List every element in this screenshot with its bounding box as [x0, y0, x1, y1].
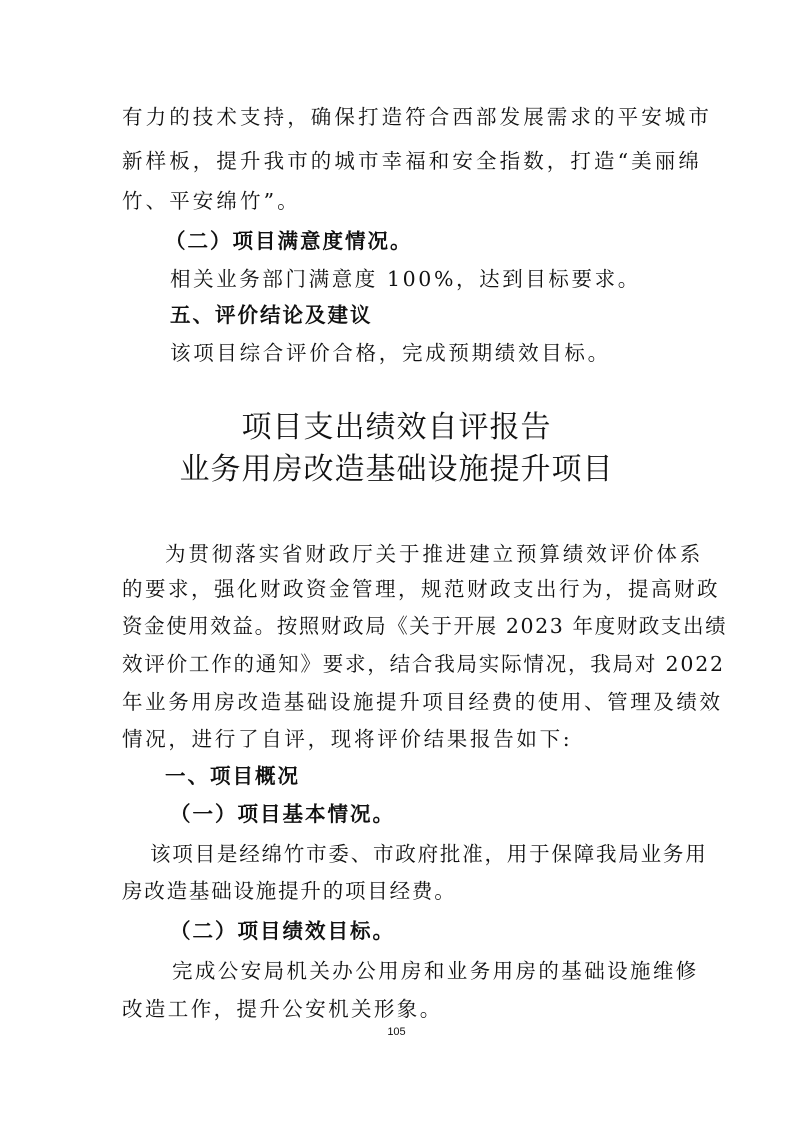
body-paragraph-line: 资金使用效益。按照财政局《关于开展 2023 年度财政支出绩 [122, 614, 728, 638]
body-paragraph-line: 为贯彻落实省财政厅关于推进建立预算绩效评价体系 [165, 542, 704, 566]
section-heading: 五、评价结论及建议 [170, 303, 373, 327]
report-title: 项目支出绩效自评报告 [241, 410, 552, 445]
body-paragraph-line: 新样板，提升我市的城市幸福和安全指数，打造“美丽绵 [122, 149, 702, 173]
body-paragraph-line: 年业务用房改造基础设施提升项目经费的使用、管理及绩效 [122, 690, 723, 714]
subsection-heading: （一）项目基本情况。 [170, 802, 395, 826]
body-paragraph-line: 的要求，强化财政资金管理，规范财政支出行为，提高财政 [122, 577, 720, 601]
body-paragraph-line: 该项目综合评价合格，完成预期绩效目标。 [170, 341, 611, 365]
body-paragraph-line: 房改造基础设施提升的项目经费。 [122, 879, 457, 903]
body-paragraph-line: 情况，进行了自评，现将评价结果报告如下: [122, 727, 573, 751]
body-paragraph-line: 改造工作，提升公安机关形象。 [122, 997, 443, 1021]
body-paragraph-line: 竹、平安绵竹”。 [122, 189, 301, 213]
report-subtitle: 业务用房改造基础设施提升项目 [179, 452, 614, 487]
section-heading: （二）项目满意度情况。 [165, 229, 413, 253]
body-paragraph-line: 该项目是经绵竹市委、市政府批准，用于保障我局业务用 [150, 842, 708, 866]
body-paragraph-line: 有力的技术支持，确保打造符合西部发展需求的平安城市 [122, 105, 712, 129]
body-paragraph-line: 效评价工作的通知》要求，结合我局实际情况，我局对 2022 [122, 652, 725, 676]
page-number: 105 [387, 1026, 406, 1038]
body-paragraph-line: 完成公安局机关办公用房和业务用房的基础设施维修 [172, 959, 699, 983]
body-paragraph-line: 相关业务部门满意度 100%，达到目标要求。 [170, 267, 641, 291]
subsection-heading: （二）项目绩效目标。 [170, 919, 395, 943]
section-heading: 一、项目概况 [165, 764, 300, 788]
